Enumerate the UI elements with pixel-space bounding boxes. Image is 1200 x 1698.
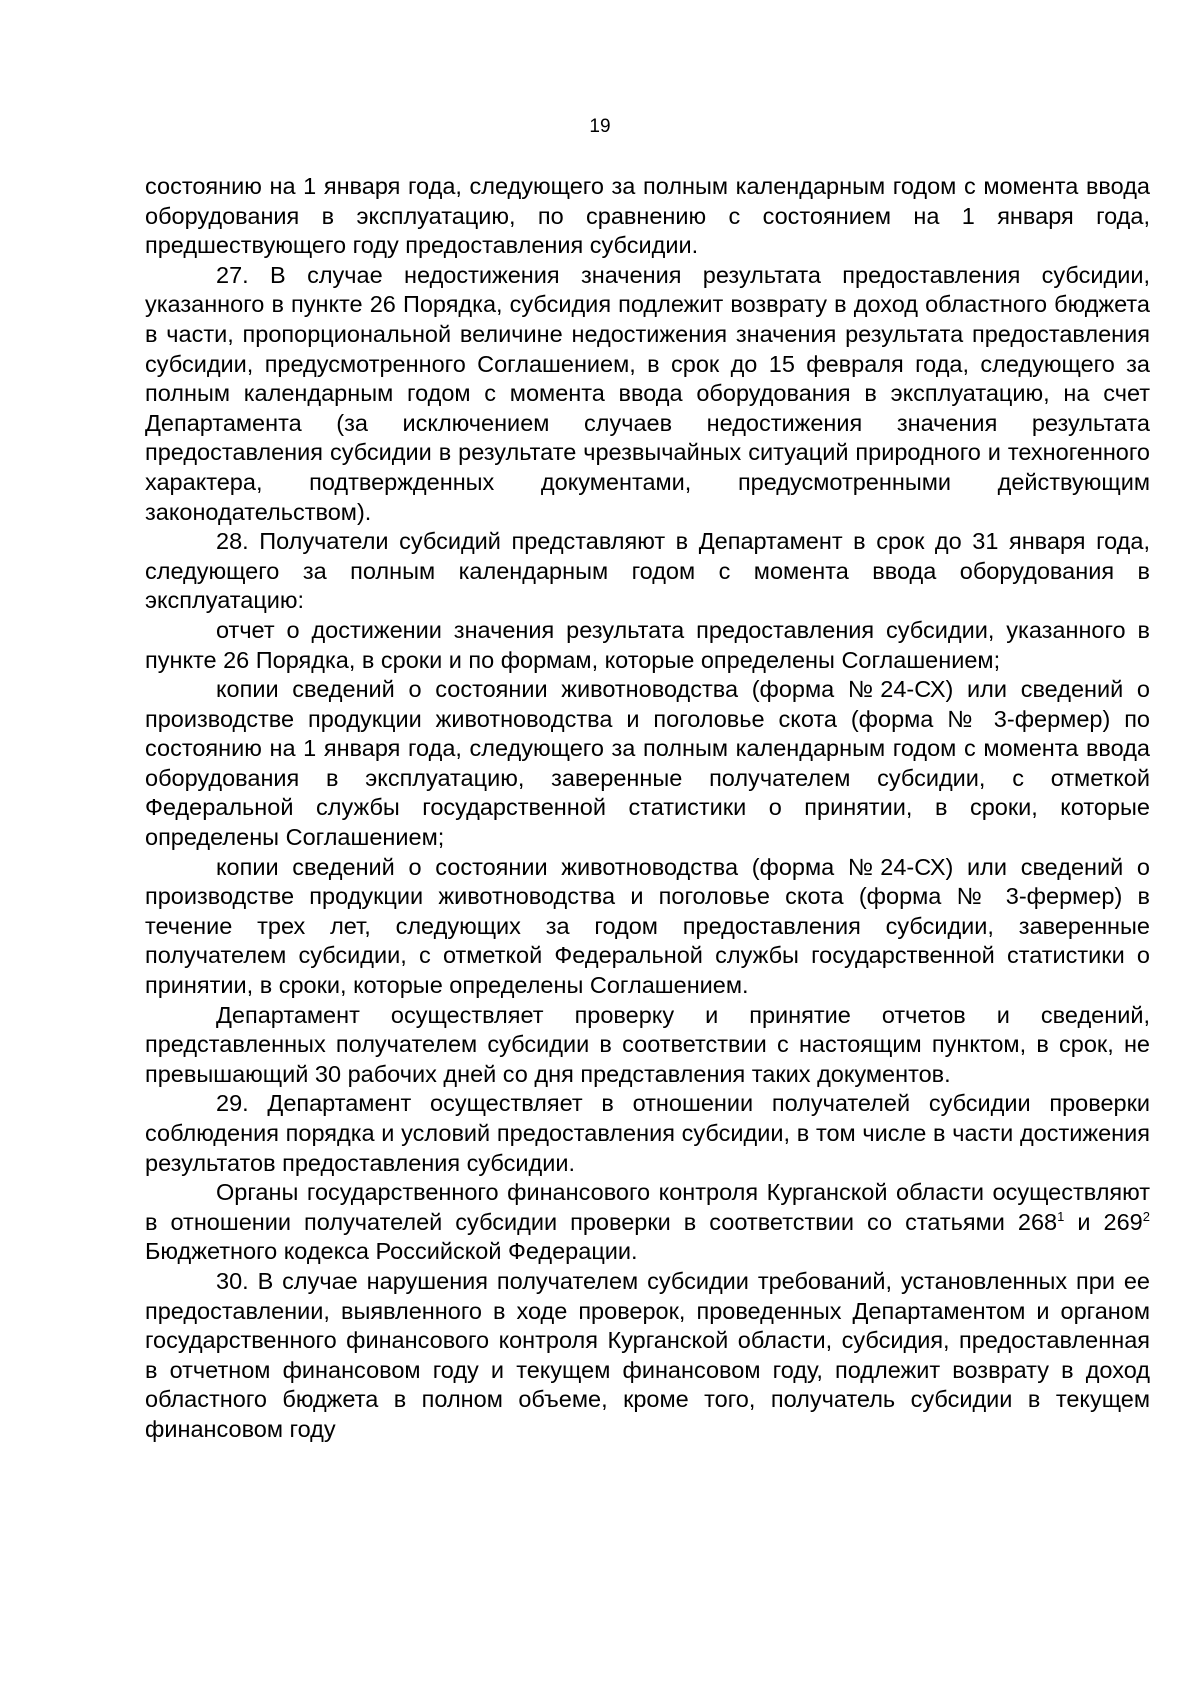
superscript-1: 1 — [1057, 1208, 1065, 1224]
paragraph-30: 30. В случае нарушения получателем субсидии требований, установленных при ее предоставлении, выявленного в ходе проверок, проведенных Департаментом и органом государственного финансового контроля Курганской области, субсидия, предоставленная в отчетном финансовом году и текущем финансовом году, подлежит возврату в доход областного бюджета в полном объеме, кроме того, получатель субсидии в текущем финансовом году — [145, 1267, 1150, 1442]
paragraph-continuation: состоянию на 1 января года, следующего за полным календарным годом с момента ввода оборудования в эксплуатацию, по сравнению с состоянием на 1 января года, предшествующего году предоставления субсидии. — [145, 173, 1150, 259]
page-number: 19 — [589, 116, 611, 137]
superscript-2: 2 — [1142, 1208, 1150, 1224]
paragraph-29: 29. Департамент осуществляет в отношении получателей субсидии проверки соблюдения порядка и условий предоставления субсидии, в том числе в части достижения результатов предоставления субсидии. — [145, 1090, 1150, 1176]
text-segment: и 269 — [1064, 1208, 1143, 1235]
paragraph-27: 27. В случае недостижения значения результата предоставления субсидии, указанного в пункте 26 Порядка, субсидия подлежит возврату в доход областного бюджета в части, пропорциональной величине недостижения значения результата предоставления субсидии, предусмотренного Соглашением, в срок до 15 февраля года, следующего за полным календарным годом с момента ввода оборудования в эксплуатацию, на счет Департамента (за исключением случаев недостижения значения результата предоставления субсидии в результате чрезвычайных ситуаций природного и техногенного характера, подтвержденных документами, предусмотренными действующим законодательством). — [145, 261, 1150, 525]
paragraph-29-control-bodies — [145, 1178, 1150, 1267]
paragraph-28-verification: Департамент осуществляет проверку и принятие отчетов и сведений, представленных получателем субсидии в соответствии с настоящим пунктом, в срок, не превышающий 30 рабочих дней со дня представления таких документов. — [145, 1001, 1150, 1087]
paragraph-28-copies-1: копии сведений о состоянии животноводства (форма №24-СХ) или сведений о производстве продукции животноводства и поголовье скота (форма № 3-фермер) по состоянию на 1 января года, следующего за полным календарным годом с момента ввода оборудования в эксплуатацию, заверенные получателем субсидии, с отметкой Федеральной службы государственной статистики о принятии, в сроки, которые определены Соглашением; — [145, 676, 1150, 851]
paragraph-28-report: отчет о достижении значения результата предоставления субсидии, указанного в пункте 26 Порядка, в сроки и по формам, которые определены Соглашением; — [145, 616, 1150, 673]
paragraph-28-copies-2: копии сведений о состоянии животноводства (форма №24-СХ) или сведений о производстве продукции животноводства и поголовье скота (форма № 3-фермер) в течение трех лет, следующих за годом предоставления субсидии, заверенные получателем субсидии, с отметкой Федеральной службы государственной статистики о принятии, в сроки, которые определены Соглашением. — [145, 853, 1150, 999]
text-segment: Органы государственного финансового контроля Курганской области осуществляют в отношении получателей субсидии проверки в соответствии со статьями 268 — [145, 1179, 1150, 1235]
document-body — [145, 172, 1150, 1445]
text-segment: Бюджетного кодекса Российской Федерации. — [145, 1238, 638, 1265]
paragraph-28: 28. Получатели субсидий представляют в Департамент в срок до 31 января года, следующего за полным календарным годом с момента ввода оборудования в эксплуатацию: — [145, 528, 1150, 614]
